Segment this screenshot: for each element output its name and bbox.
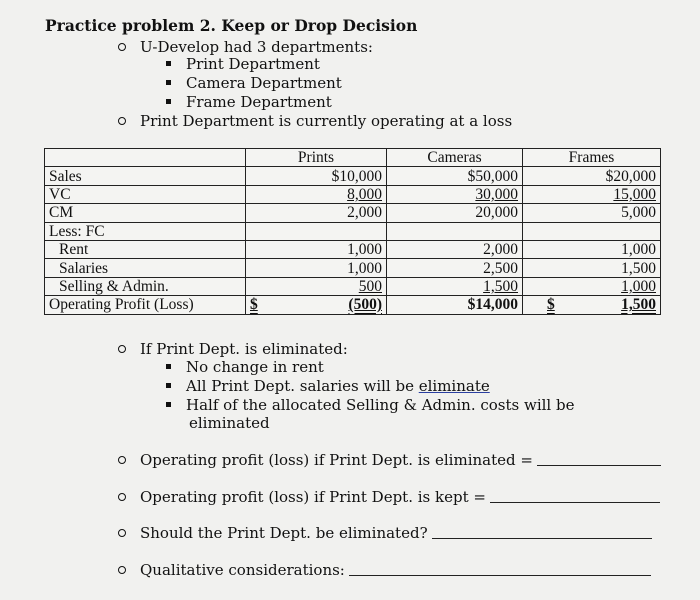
square-bullet-icon — [166, 364, 171, 369]
department-item — [166, 74, 342, 92]
table-header-cell: Frames — [523, 149, 661, 167]
row-label: Operating Profit (Loss) — [45, 296, 246, 314]
department-label: Frame Department — [186, 93, 332, 111]
value — [527, 296, 656, 313]
value: 15,000 — [613, 185, 656, 203]
row-label: Selling & Admin. — [45, 277, 246, 295]
intro-note — [118, 112, 512, 130]
row-label: VC — [45, 185, 246, 203]
table-row — [45, 185, 661, 203]
answer-blank[interactable] — [432, 525, 652, 539]
square-bullet-icon — [166, 80, 171, 85]
intro-note-text: Print Department is currently operating at a loss — [140, 112, 513, 130]
currency-sign: $ — [547, 296, 555, 314]
cell-prints — [246, 296, 387, 314]
question-qualitative — [118, 561, 651, 579]
scenario-heading-text: If Print Dept. is eliminated: — [140, 340, 348, 358]
scenario-item-text: Half of the allocated Selling & Admin. costs will be — [186, 396, 575, 414]
question-kept — [118, 488, 660, 506]
row-label: Rent — [45, 240, 246, 258]
circle-bullet-icon — [118, 529, 126, 537]
circle-bullet-icon — [118, 117, 126, 125]
square-bullet-icon — [166, 61, 171, 66]
table-row — [45, 296, 661, 314]
question-text: Qualitative considerations: — [140, 561, 345, 579]
cell-frames: 1,000 — [523, 240, 661, 258]
cell-frames: 5,000 — [523, 204, 661, 222]
square-bullet-icon — [166, 99, 171, 104]
amount: 1,500 — [621, 296, 656, 314]
answer-blank[interactable] — [490, 489, 660, 503]
circle-bullet-icon — [118, 43, 126, 51]
row-label: CM — [45, 204, 246, 222]
table-header-row — [45, 149, 661, 167]
scenario-item — [166, 377, 490, 395]
square-bullet-icon — [166, 383, 171, 388]
value: 1,000 — [621, 277, 656, 295]
cell-prints: $10,000 — [246, 167, 387, 185]
cell-cameras: 2,000 — [387, 240, 523, 258]
department-label: Print Department — [186, 55, 320, 73]
cell-frames: 1,500 — [523, 259, 661, 277]
cell-prints — [246, 185, 387, 203]
question-text: Operating profit (loss) if Print Dept. is kept = — [140, 488, 486, 506]
table-header-cell: Cameras — [387, 149, 523, 167]
cell-cameras: $14,000 — [387, 296, 523, 314]
cell-frames — [523, 222, 661, 240]
cell-prints: 2,000 — [246, 204, 387, 222]
underlined-word: eliminate — [418, 377, 490, 395]
page-title: Practice problem 2. Keep or Drop Decision — [45, 16, 418, 35]
cell-cameras: $50,000 — [387, 167, 523, 185]
row-label: Sales — [45, 167, 246, 185]
answer-blank[interactable] — [537, 452, 661, 466]
question-text: Operating profit (loss) if Print Dept. is eliminated = — [140, 451, 533, 469]
currency-sign: $ — [250, 296, 258, 314]
cell-frames — [523, 185, 661, 203]
cell-prints — [246, 222, 387, 240]
cell-frames: $20,000 — [523, 167, 661, 185]
scenario-item-continuation: eliminated — [189, 414, 270, 432]
cell-prints: 1,000 — [246, 259, 387, 277]
question-text: Should the Print Dept. be eliminated? — [140, 524, 428, 542]
cell-frames — [523, 277, 661, 295]
square-bullet-icon — [166, 402, 171, 407]
value: 8,000 — [347, 185, 382, 203]
value: 500 — [358, 277, 382, 295]
scenario-item-text: All Print Dept. salaries will be — [186, 377, 414, 395]
table-row — [45, 204, 661, 222]
table-header-cell — [45, 149, 246, 167]
table-row — [45, 259, 661, 277]
amount: (500) — [348, 296, 382, 314]
table-row — [45, 277, 661, 295]
cell-cameras — [387, 222, 523, 240]
value — [250, 296, 382, 313]
value: 1,500 — [483, 277, 518, 295]
intro-company-text: U-Develop had 3 departments: — [140, 38, 373, 56]
cell-frames — [523, 296, 661, 314]
scenario-item — [166, 358, 324, 376]
department-label: Camera Department — [186, 74, 342, 92]
question-eliminated — [118, 451, 661, 469]
cell-prints: 1,000 — [246, 240, 387, 258]
table-header-cell: Prints — [246, 149, 387, 167]
cell-cameras: 2,500 — [387, 259, 523, 277]
table-row — [45, 167, 661, 185]
circle-bullet-icon — [118, 345, 126, 353]
cell-cameras — [387, 185, 523, 203]
row-label: Salaries — [45, 259, 246, 277]
answer-blank[interactable] — [349, 562, 651, 576]
department-item — [166, 93, 332, 111]
circle-bullet-icon — [118, 566, 126, 574]
cell-cameras — [387, 277, 523, 295]
cell-prints — [246, 277, 387, 295]
row-label: Less: FC — [45, 222, 246, 240]
question-should-eliminate — [118, 524, 652, 542]
cell-cameras: 20,000 — [387, 204, 523, 222]
table-row — [45, 240, 661, 258]
table-row — [45, 222, 661, 240]
financial-table — [44, 148, 661, 315]
circle-bullet-icon — [118, 493, 126, 501]
department-item — [166, 55, 320, 73]
scenario-heading — [118, 340, 348, 358]
scenario-item-text: No change in rent — [186, 358, 324, 376]
value: 30,000 — [475, 185, 518, 203]
circle-bullet-icon — [118, 456, 126, 464]
scenario-item — [166, 396, 574, 414]
intro-company — [118, 38, 373, 56]
